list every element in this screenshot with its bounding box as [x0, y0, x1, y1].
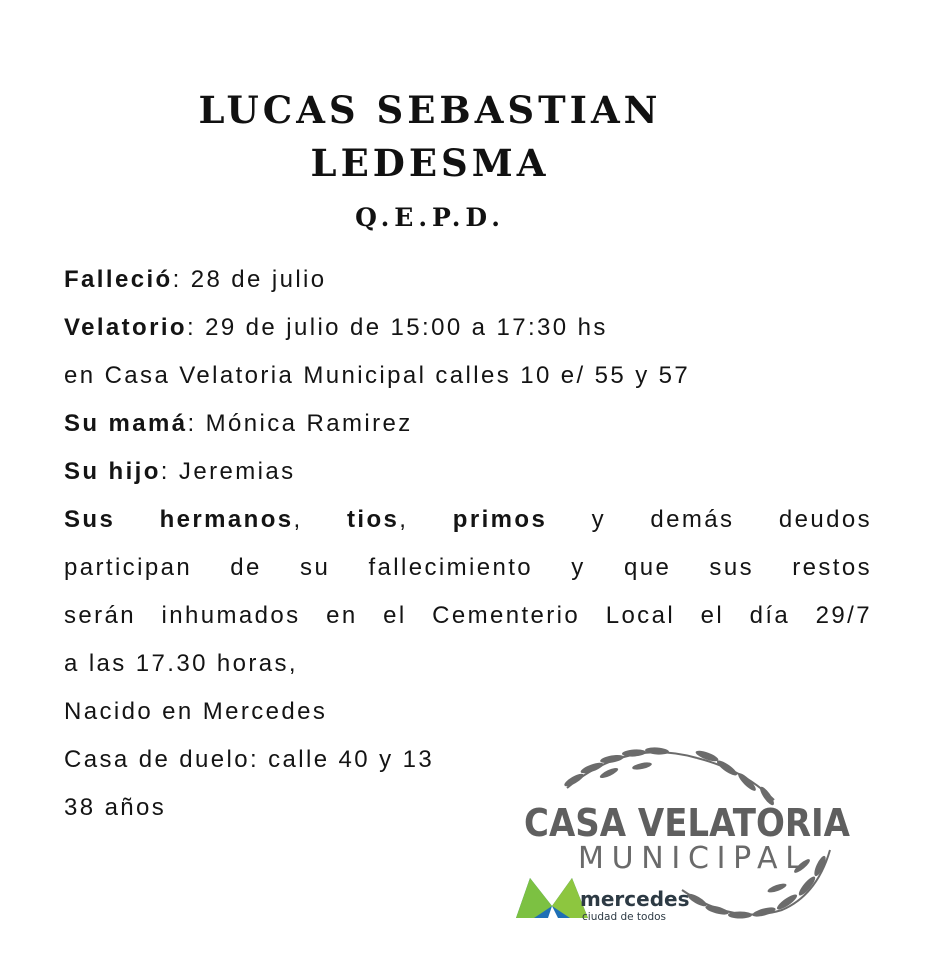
- family-line-2: participan de su fallecimiento y que sus restos: [64, 554, 872, 581]
- mercedes-tagline: ciudad de todos: [582, 911, 667, 923]
- deudos-text: y demás deudos: [547, 506, 873, 533]
- fallecio-line: [64, 256, 872, 304]
- logo-line2: MUNICIPAL: [578, 841, 802, 876]
- mama-label: Su mamá: [64, 410, 188, 437]
- birthplace-line: Nacido en Mercedes: [64, 698, 328, 725]
- hijo-line: [64, 448, 872, 496]
- family-line-1: [64, 496, 872, 544]
- hermanos-label: Sus hermanos: [64, 506, 294, 533]
- fallecio-label: Falleció: [64, 266, 173, 293]
- hijo-name: : Jeremias: [160, 458, 296, 485]
- velatorio-place: en Casa Velatoria Municipal calles 10 e/ 55 y 57: [64, 362, 691, 389]
- tios-label: tios: [347, 506, 400, 533]
- mercedes-logo-icon: [516, 878, 588, 918]
- deceased-name-line1: LUCAS SEBASTIAN: [198, 88, 662, 132]
- mercedes-brand-text: mercedes: [580, 887, 690, 911]
- deceased-name-line2: LEDESMA: [310, 141, 550, 185]
- age-line: 38 años: [64, 794, 167, 821]
- velatorio-line: [64, 304, 872, 352]
- separator: ,: [399, 506, 453, 533]
- family-line-4: a las 17.30 horas,: [64, 650, 298, 677]
- casa-duelo-line: Casa de duelo: calle 40 y 13: [64, 746, 435, 773]
- fallecio-date: : 28 de julio: [172, 266, 327, 293]
- mama-line: [64, 400, 872, 448]
- qepd-heading: Q.E.P.D.: [355, 203, 505, 232]
- logo-line1: CASA VELATORIA: [524, 801, 851, 845]
- family-line-3: serán inhumados en el Cementerio Local el día 29/7: [64, 602, 872, 629]
- casa-velatoria-logo: [512, 740, 862, 930]
- laurel-top-icon: [563, 747, 776, 807]
- mama-name: : Mónica Ramirez: [187, 410, 413, 437]
- velatorio-time: : 29 de julio de 15:00 a 17:30 hs: [186, 314, 608, 341]
- hijo-label: Su hijo: [64, 458, 161, 485]
- velatorio-label: Velatorio: [64, 314, 187, 341]
- separator: ,: [293, 506, 348, 533]
- primos-label: primos: [452, 506, 548, 533]
